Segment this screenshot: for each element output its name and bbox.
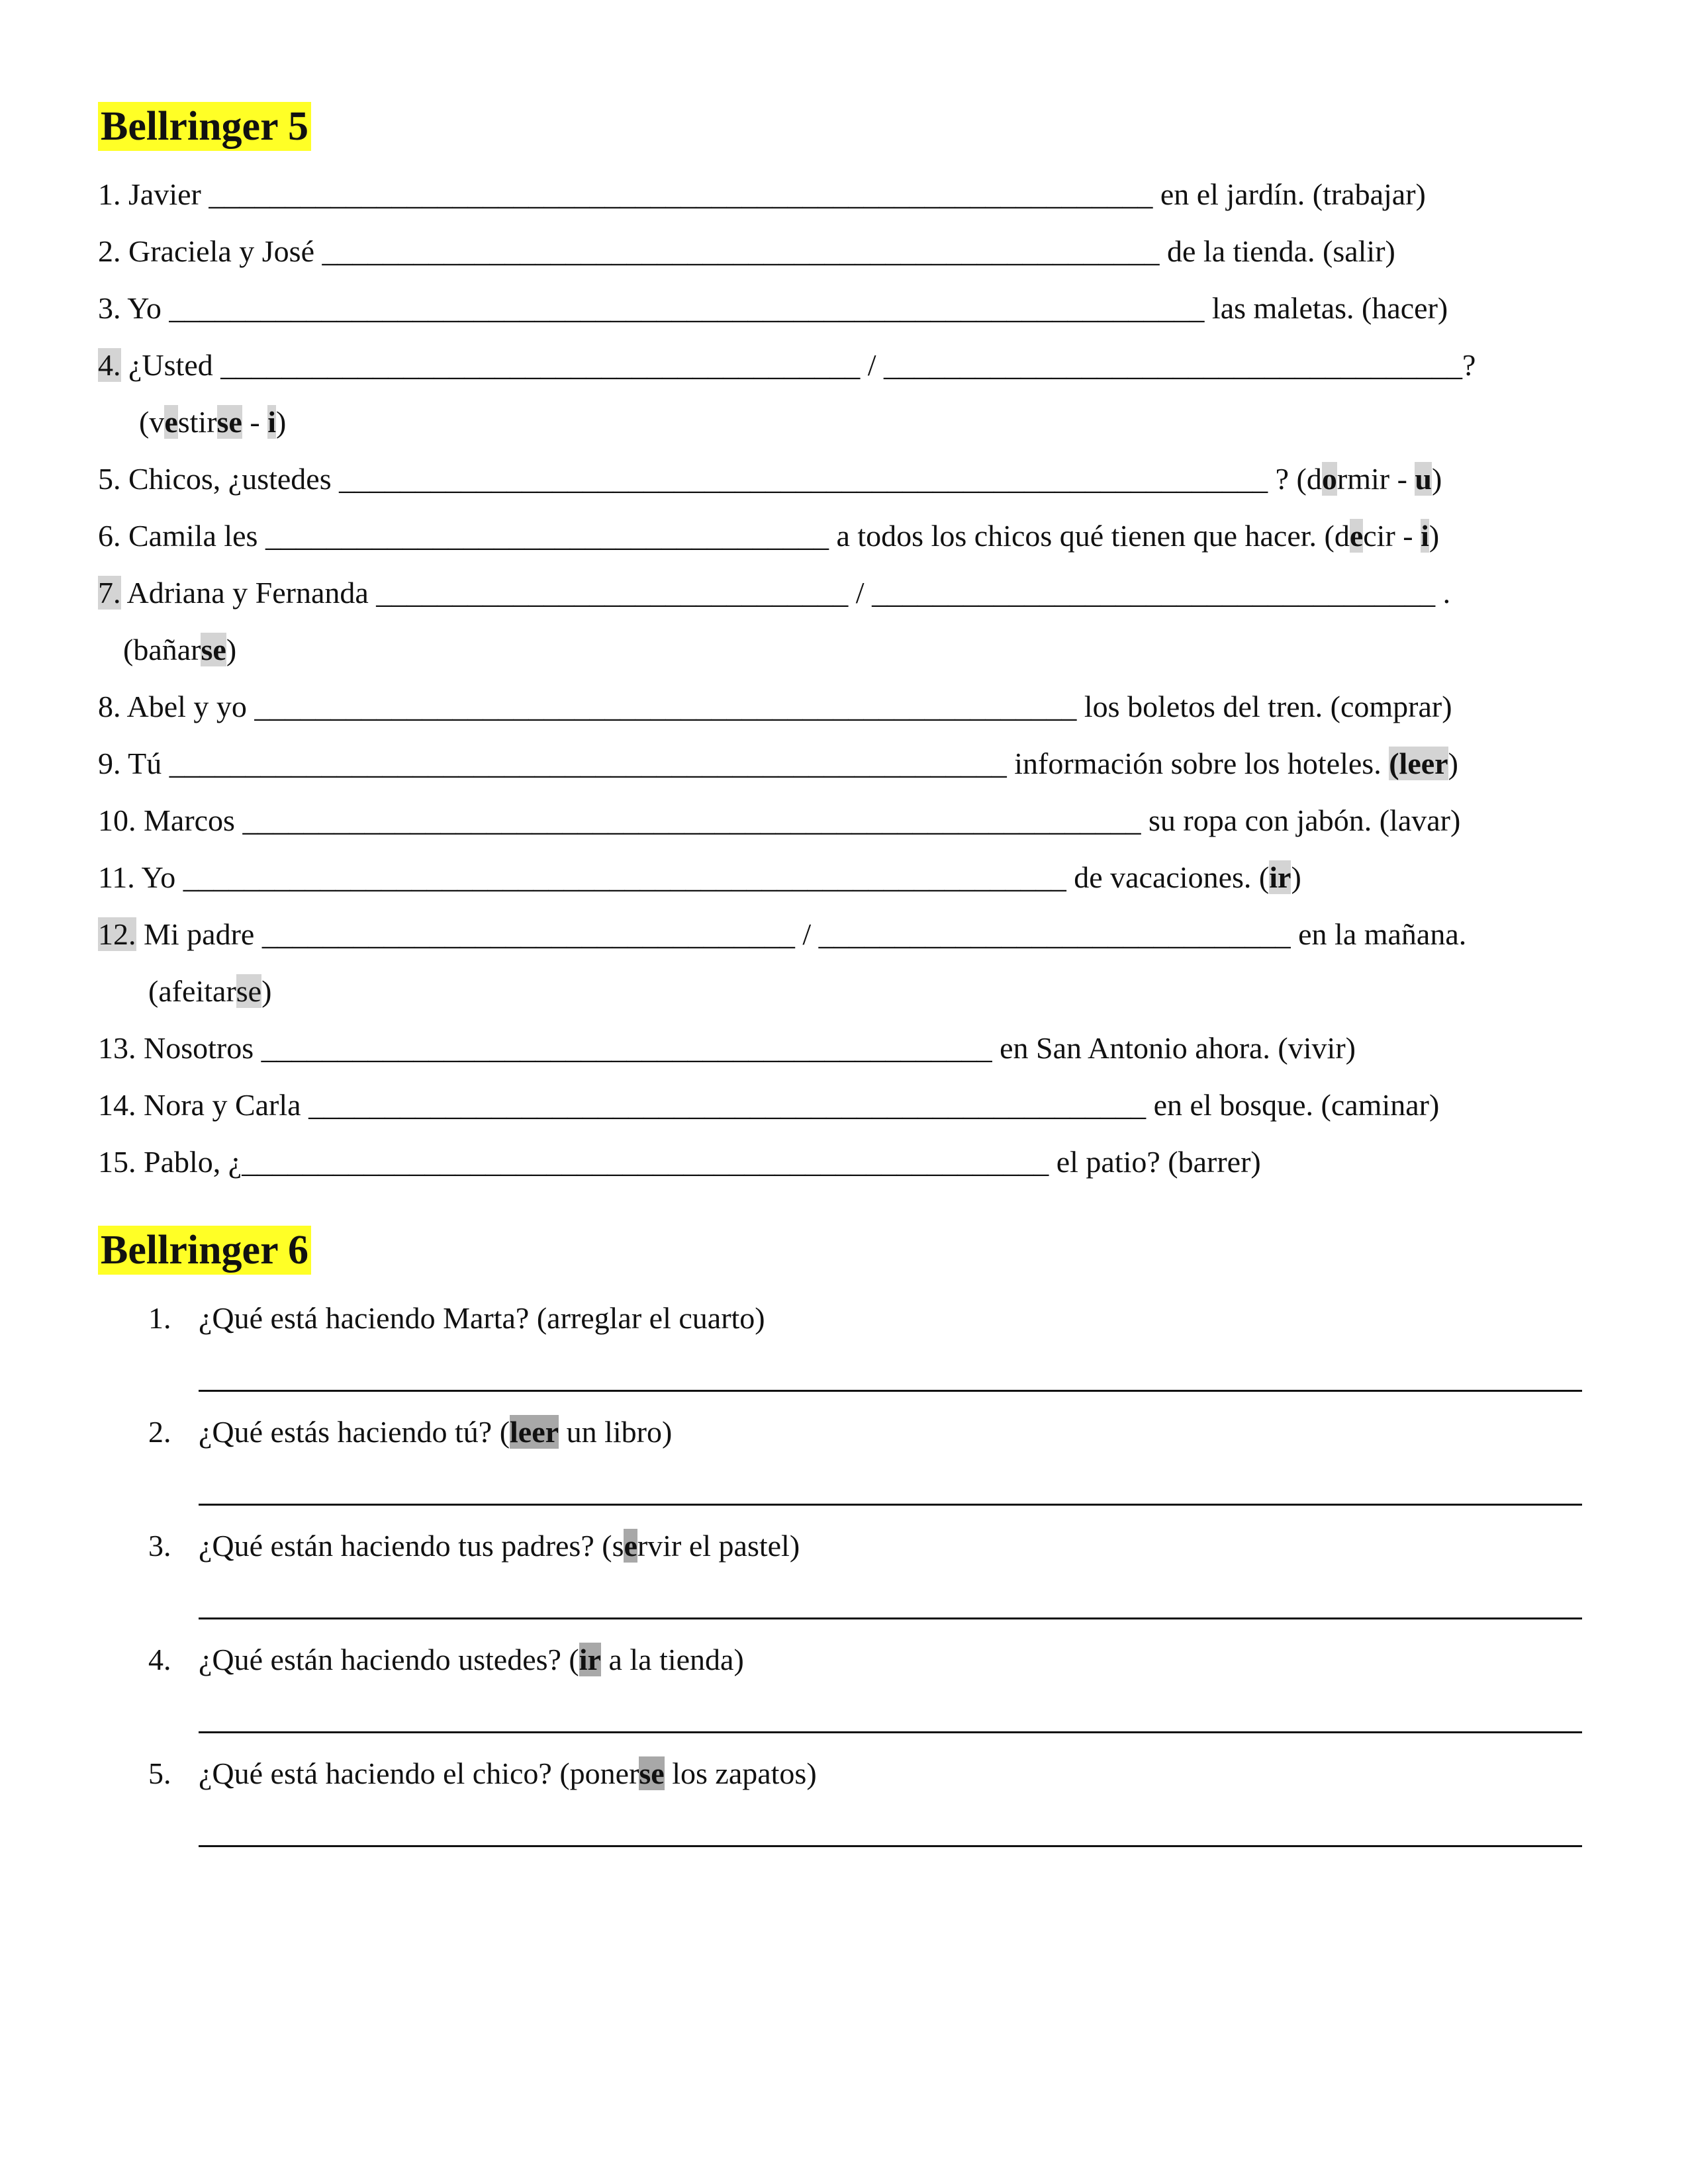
answer-blank[interactable]: _______________________________________________________ [322,234,1160,268]
question-number-4: 4. [148,1643,171,1676]
item-rest: rmir - [1336,462,1415,496]
question-number-5: 5. [148,1756,171,1790]
item-rest: en San Antonio ahora. (vivir) [1000,1031,1356,1065]
item-subject: Camila les [128,519,258,553]
item-rest: cir - [1363,519,1421,553]
hint-part: (bañar [123,633,201,666]
item-subject: Abel y yo [126,690,247,723]
hint-part: ) [261,974,272,1008]
item-rest: su ropa con jabón. (lavar) [1148,803,1461,837]
hint-part: ) [226,633,237,666]
item-end: ? [1462,348,1476,382]
item-subject: Nora y Carla [144,1088,301,1122]
question-4 [199,1641,744,1678]
question-text: ¿Qué está haciendo el chico? (poner [199,1756,639,1790]
answer-blank-1[interactable]: _______________________________ [376,576,849,610]
exercise-item-1 [98,176,1426,213]
answer-blank[interactable]: _____________________________________________________ [242,1145,1049,1179]
hint-highlight: ir [1269,860,1291,894]
item-number: 4. [98,348,121,382]
item-number: 9. [98,747,121,780]
item-subject: Javier [128,177,201,211]
item-rest: información sobre los hoteles. [1014,747,1389,780]
item-subject: Yo [141,860,176,894]
question-text: los zapatos) [664,1756,817,1790]
answer-blank[interactable]: ___________________________________________________________ [242,803,1141,837]
exercise-item-2 [98,233,1395,270]
question-2 [199,1414,672,1451]
question-5 [199,1755,817,1792]
hint-highlight: o [1321,462,1337,496]
answer-blank[interactable]: _______________________________________________________ [169,747,1007,780]
slash-separator: / [855,576,865,610]
item-number: 5. [98,462,121,496]
section-title-bellringer-6: Bellringer 6 [98,1226,311,1275]
answer-blank[interactable]: _______________________________________________________ [308,1088,1147,1122]
question-number-3: 3. [148,1529,171,1563]
hint-part: (v [139,405,165,439]
item-rest: ) [1429,519,1440,553]
answer-blank-2[interactable]: _____________________________________ [872,576,1436,610]
hint-highlight: se [216,405,242,439]
question-text: ¿Qué están haciendo tus padres? (s [199,1529,624,1563]
item-number: 11. [98,860,135,894]
item-number: 14. [98,1088,136,1122]
exercise-item-10 [98,802,1460,839]
hint-highlight: e [164,405,178,439]
item-subject: Graciela y José [128,234,314,268]
hint-highlight: e [624,1529,637,1563]
item-end: . [1442,576,1451,610]
item-rest: de la tienda. (salir) [1167,234,1395,268]
question-1: ¿Qué está haciendo Marta? (arreglar el cuarto) [199,1301,765,1335]
exercise-item-6 [98,518,1439,555]
item-rest: ) [1448,747,1458,780]
hint-highlight: se [201,633,226,666]
answer-blank[interactable]: ______________________________________________________ [254,690,1077,723]
exercise-item-3 [98,290,1448,327]
section-title-bellringer-5: Bellringer 5 [98,102,311,151]
answer-line-3[interactable] [199,1617,1582,1619]
hint-highlight: i [267,405,276,439]
exercise-item-9 [98,745,1458,782]
exercise-item-12 [98,916,1466,953]
verb-hint-12 [148,973,271,1010]
item-number: 15. [98,1145,136,1179]
answer-blank-1[interactable]: __________________________________________ [220,348,861,382]
hint-part: (afeitar [148,974,236,1008]
verb-hint-7 [123,631,236,668]
hint-highlight: se [236,974,262,1008]
answer-blank-1[interactable]: ___________________________________ [261,917,795,951]
exercise-item-15 [98,1144,1261,1181]
item-number: 8. [98,690,121,723]
question-3 [199,1527,800,1565]
hint-highlight: leer [510,1415,559,1449]
item-number: 1. [98,177,121,211]
item-subject: Marcos [144,803,235,837]
hint-part: - [242,405,268,439]
item-rest: los boletos del tren. (comprar) [1084,690,1452,723]
item-rest: el patio? (barrer) [1056,1145,1261,1179]
item-subject: Tú [128,747,162,780]
answer-blank[interactable]: ______________________________________________________________ [209,177,1153,211]
item-rest: en el bosque. (caminar) [1153,1088,1440,1122]
item-subject: Adriana y Fernanda [126,576,369,610]
item-subject: Chicos, ¿ustedes [128,462,332,496]
answer-line-5[interactable] [199,1845,1582,1847]
question-number-2: 2. [148,1415,171,1449]
exercise-item-5 [98,461,1442,498]
item-subject: ¿Usted [128,348,213,382]
item-number: 3. [98,291,121,325]
hint-highlight: se [639,1756,665,1790]
answer-blank[interactable]: _____________________________________ [265,519,829,553]
question-text: un libro) [559,1415,673,1449]
question-text: a la tienda) [600,1643,744,1676]
item-subject: Mi padre [144,917,255,951]
item-rest: ? (d [1275,462,1322,496]
exercise-item-14 [98,1087,1439,1124]
hint-part: ) [275,405,287,439]
exercise-item-11 [98,859,1301,896]
item-rest: a todos los chicos qué tienen que hacer. (d [836,519,1350,553]
hint-highlight: e [1349,519,1364,553]
question-text: ¿Qué están haciendo ustedes? ( [199,1643,579,1676]
exercise-item-8 [98,688,1452,725]
item-rest: ) [1291,860,1301,894]
answer-blank[interactable]: _____________________________________________________________ [339,462,1268,496]
item-number: 6. [98,519,121,553]
item-subject: Nosotros [144,1031,254,1065]
exercise-item-4 [98,347,1476,384]
item-number: 12. [98,917,136,951]
item-number: 13. [98,1031,136,1065]
item-number: 10. [98,803,136,837]
answer-blank[interactable]: ________________________________________________ [261,1031,992,1065]
slash-separator: / [867,348,876,382]
hint-highlight: ir [579,1643,601,1676]
item-subject: Pablo, ¿ [144,1145,242,1179]
item-subject: Yo [127,291,162,325]
item-number: 7. [98,576,121,610]
verb-hint-4 [139,404,286,441]
question-text: rvir el pastel) [637,1529,800,1563]
question-number-1: 1. [148,1301,171,1335]
item-rest: las maletas. (hacer) [1211,291,1448,325]
answer-blank-2[interactable]: ______________________________________ [884,348,1463,382]
item-rest: de vacaciones. ( [1074,860,1270,894]
item-rest: en el jardín. (trabajar) [1160,177,1426,211]
hint-part: stir [177,405,217,439]
answer-blank[interactable]: __________________________________________________________ [183,860,1066,894]
slash-separator: / [802,917,812,951]
answer-blank[interactable]: ____________________________________________________________________ [169,291,1205,325]
question-text: ¿Qué estás haciendo tú? ( [199,1415,510,1449]
item-end: en la mañana. [1298,917,1467,951]
answer-line-2[interactable] [199,1504,1582,1506]
item-number: 2. [98,234,121,268]
answer-line-1[interactable] [199,1390,1582,1392]
hint-highlight: i [1421,519,1429,553]
hint-highlight: (leer [1389,747,1448,780]
answer-blank-2[interactable]: _______________________________ [818,917,1291,951]
exercise-item-13 [98,1030,1356,1067]
item-rest: ) [1431,462,1442,496]
exercise-item-7 [98,574,1450,612]
answer-line-4[interactable] [199,1731,1582,1733]
hint-highlight: u [1415,462,1432,496]
